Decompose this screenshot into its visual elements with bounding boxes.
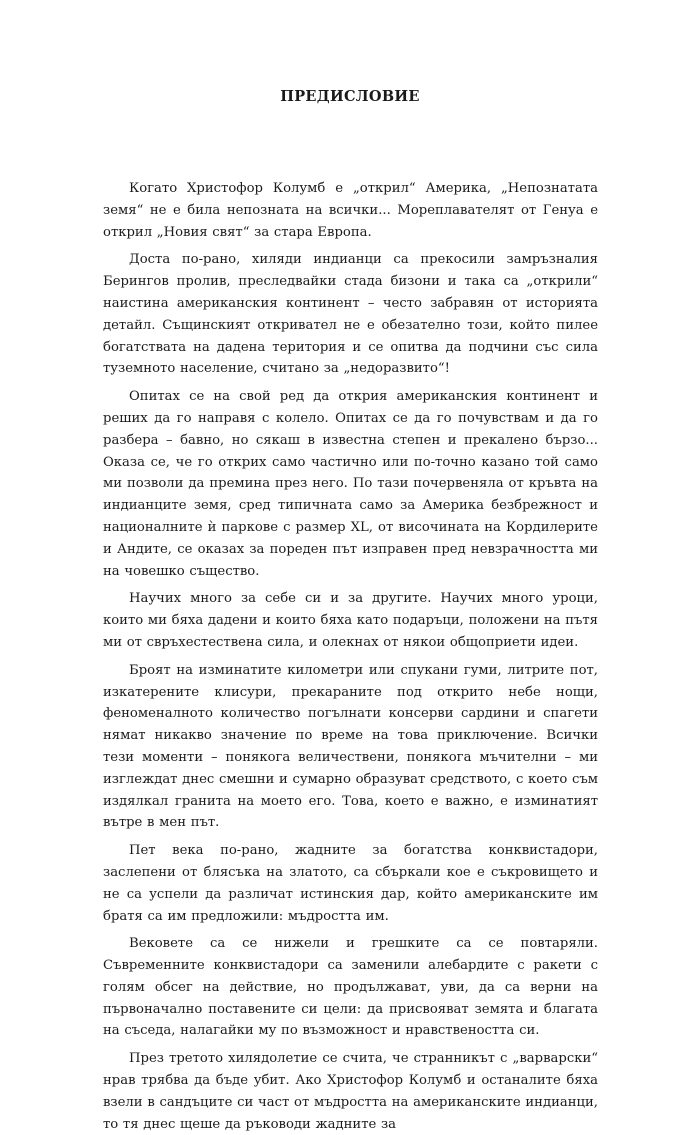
paragraph-5: Броят на изминатите километри или спукани гуми, литрите пот, изкатерените клисури, прекараните под открито небе нощи, феноменалното количество погълнати консерви сардини и спагети нямат никакво значение по време на това приключение. Всички тези моменти – понякога величествени, понякога мъчителни – ми изглеждат днес смешни и сумарно образуват средството, с което съм издялкал гранита на моето его. Това, което е важно, е изминатият вътре в мен път. xyxy=(103,662,598,831)
paragraph-8: През третото хилядолетие се счита, че странникът с „варварски“ нрав трябва да бъде убит. Ако Христофор Колумб и останалите бяха взели в сандъците си част от мъдростта на американските индианци, то тя днес щеше да ръководи жадните за xyxy=(103,1051,598,1132)
paragraph-1: Когато Христофор Колумб е „открил“ Америка, „Непознатата земя“ не е била непозната на всички... Мореплавателят от Генуа е открил „Новия свят“ за стара Европа. xyxy=(103,181,598,240)
page-title: ПРЕДИСЛОВИЕ xyxy=(280,88,420,105)
paragraph-6: Пет века по-рано, жадните за богатства конквистадори, заслепени от блясъка на златото, са сбъркали кое е съкровището и не са успели да различат истинския дар, който американските им братя са им предложили: мъдростта им. xyxy=(103,843,598,924)
paragraph-2: Доста по-рано, хиляди индианци са прекосили замръзналия Берингов пролив, преследвайки стада бизони и така са „открили“ наистина американския континент – често забравян от историята детайл. Същинският откривател не е обезателно този, който пилее богатствата на дадена територия и се опитва да подчини със сила туземното население, считано за „недоразвито“! xyxy=(103,252,598,377)
body-text xyxy=(103,178,598,1135)
paragraph-3: Опитах се на свой ред да открия американския континент и реших да го направя с колело. Опитах се да го почувствам и да го разбера – бавно, но сякаш в известна степен и прекалено бързо... Оказа се, че го открих само частично или по-точно казано той само ми позволи да премина през него. По тази почервеняла от кръвта на индианците земя, сред типичната само за Америка безбрежност и националните ѝ паркове с размер XL, от височината на Кордилерите и Андите, се оказах за пореден път изправен пред невзрачността ми на човешко същество. xyxy=(103,389,598,579)
paragraph-7: Вековете са се нижели и грешките са се повтаряли. Съвременните конквистадори са заменили алебардите с ракети с голям обсег на действие, но продължават, уви, да са верни на първоначално поставените си цели: да присвояват земята и благата на съседа, налагайки му по възможност и нравствеността си. xyxy=(103,936,598,1039)
paragraph-4: Научих много за себе си и за другите. Научих много уроци, които ми бяха дадени и които бяха като подаръци, положени на пътя ми от свръхестествена сила, и олекнах от някои общоприети идеи. xyxy=(103,591,598,650)
